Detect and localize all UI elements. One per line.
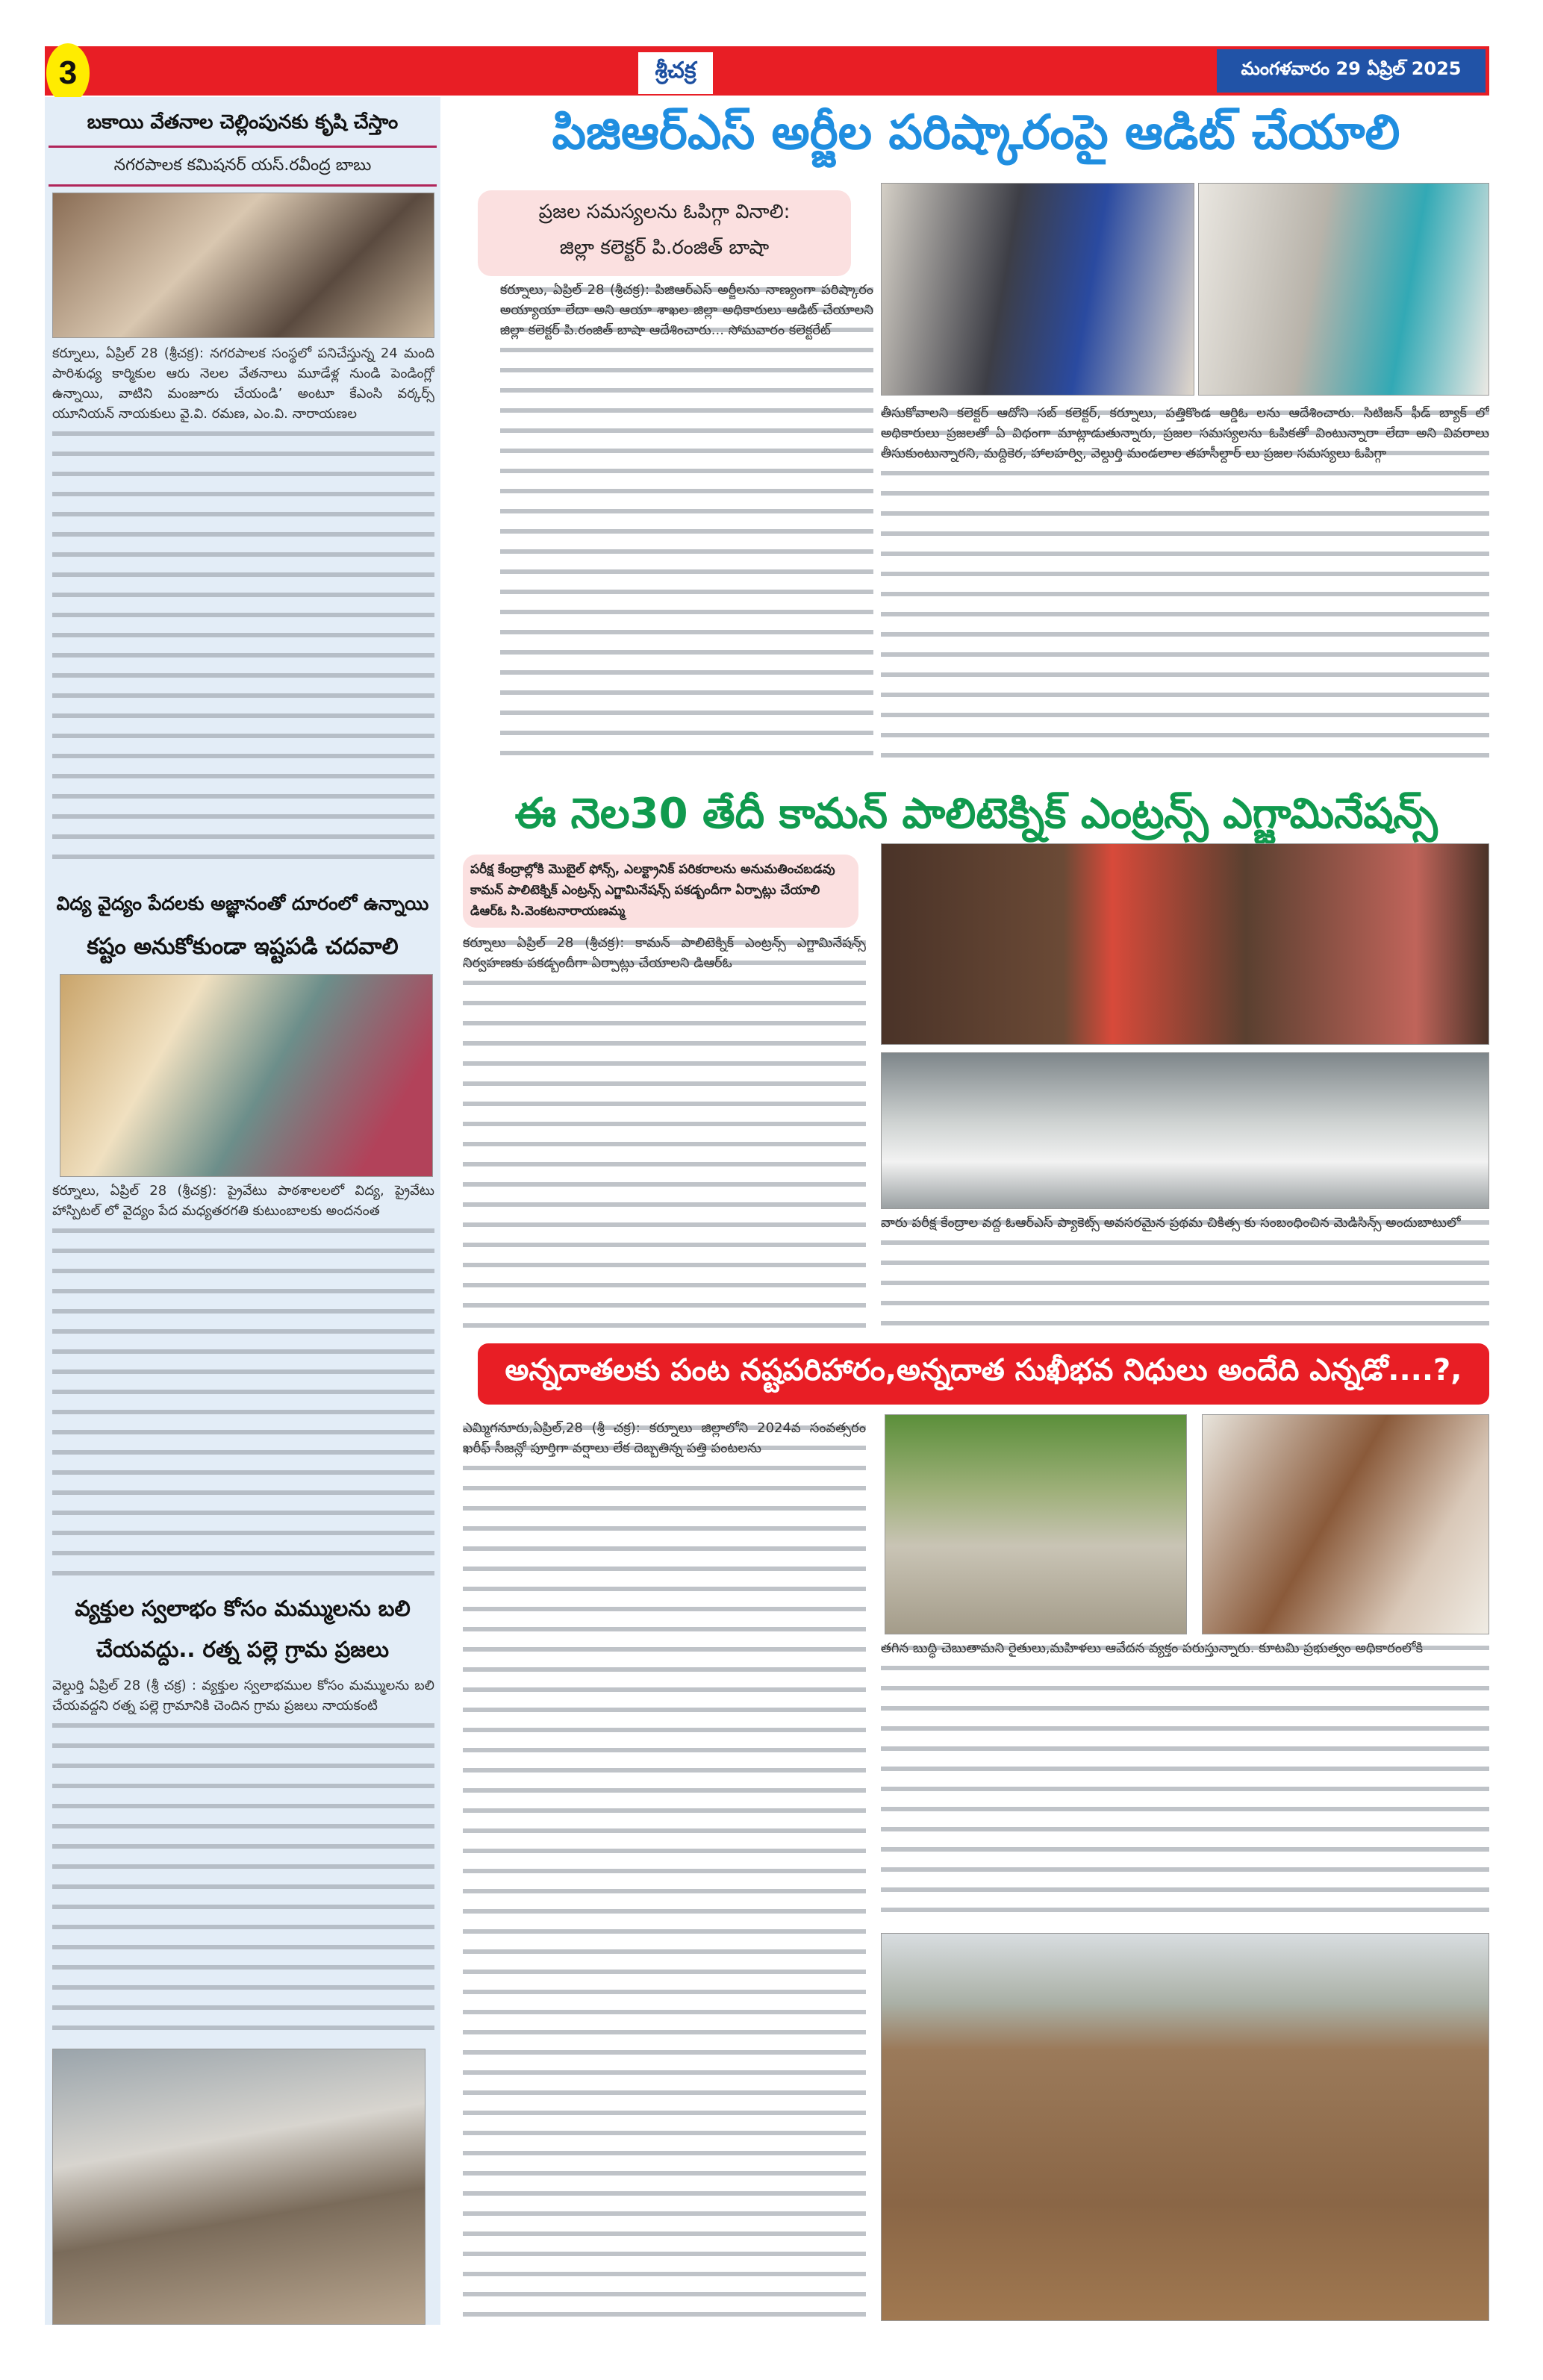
page-number: 3 [46, 43, 90, 103]
family-photo [60, 974, 433, 1177]
article-body: కర్నూలు ఏప్రిల్ 28 (శ్రీచక్ర): కామన్ పాలిటెక్నిక్ ఎంట్రన్స్ ఎగ్జామినేషన్స్ నిర్వహణకు పకడ్బందీగా ఏర్పాట్లు చేయాలని డిఆర్ఓ [463, 933, 866, 1328]
meeting-photo [52, 193, 434, 338]
newspaper-logo: శ్రీచక్ర [638, 52, 713, 94]
article-subhead: నగరపాలక కమిషనర్ యస్.రవీంద్ర బాబు [49, 149, 437, 187]
collector-photo [881, 183, 1194, 396]
distressed-farmer-photo [1202, 1414, 1489, 1634]
article-headline: వ్యక్తుల స్వలాభం కోసం మమ్ములను బలి చేయవద్దు.. రత్న పల్లె గ్రామ ప్రజలు [75, 1595, 411, 1662]
article-body: వెల్దుర్తి ఏప్రిల్ 28 (శ్రీ చక్ర) : వ్యక్తుల స్వలాభముల కోసం మమ్ములను బలి చేయవద్దని రత్న పల్లె గ్రామానికి చెందిన గ్రామ ప్రజలు నాయకంటి [52, 1675, 434, 2045]
officials-meeting-photo [881, 1052, 1489, 1209]
article-body: తీసుకోవాలని కలెక్టర్ ఆదోని సబ్ కలెక్టర్, కర్నూలు, పత్తికొండ ఆర్డిఓ లను ఆదేశించారు. సిటిజన్ ఫీడ్ బ్యాక్ లో అధికారులు ప్రజలతో ఏ విధంగా మాట్లాడుతున్నారు, ప్రజల సమస్యలను ఓపికతో వింటున్నారా లేదా అని వివరాలు తీసుకుంటున్నారని, మద్దికెర, హాలహర్వి, వెల్దుర్తి మండలాల తహసీల్దార్ లు ప్రజల సమస్యలు ఓపిగ్గా [881, 403, 1489, 769]
article-body: కర్నూలు, ఏప్రిల్ 28 (శ్రీచక్ర): నగరపాలక సంస్థలో పనిచేస్తున్న 24 మంది పారిశుధ్య కార్మికుల ఆరు నెలల వేతనాలు మూడేళ్ల నుండి పెండింగ్లో ఉన్నాయి, వాటిని మంజూరు చేయండి’ అంటూ కేఎంసి వర్కర్స్ యూనియన్ నాయకులు వై.వి. రమణ, ఎం.వి. నారాయణల [52, 343, 434, 873]
issue-date: మంగళవారం 29 ఏప్రిల్ 2025 [1217, 49, 1486, 93]
field-ploughing-photo [881, 1933, 1489, 2321]
article-headline: బకాయి వేతనాల చెల్లింపునకు కృషి చేస్తాం [49, 103, 437, 148]
article-headline: అన్నదాతలకు పంట నష్టపరిహారం,అన్నదాత సుఖీభవ నిధులు అందేది ఎన్నడో....?, [478, 1343, 1489, 1405]
article-body: కర్నూలు, ఏప్రిల్ 28 (శ్రీచక్ర): పిజిఆర్ఎస్ అర్జీలను నాణ్యంగా పరిష్కారం అయ్యాయా లేదా అని ఆయా శాఖల జిల్లా అధికారులు ఆడిట్ చేయాలని జిల్లా కలెక్టర్ పి.రంజిత్ బాషా ఆదేశించారు... సోమవారం కలెక్టరేట్ [500, 280, 873, 769]
grievance-hall-photo [1198, 183, 1489, 396]
article-body: వారు పరీక్ష కేంద్రాల వద్ద ఓఆర్ఎస్ ప్యాకెట్స్ అవసరమైన ప్రథమ చికిత్స కు సంబంధించిన మెడిసిన్స్ అందుబాటులో [881, 1213, 1489, 1328]
ploughing-bullocks-photo [885, 1414, 1187, 1634]
article-headline: ఈ నెల30 తేదీ కామన్ పాలిటెక్నిక్ ఎంట్రన్స్ ఎగ్జామినేషన్స్ [514, 790, 1438, 838]
dro-meeting-photo [881, 843, 1489, 1045]
summary-box: పరీక్ష కేంద్రాల్లోకి మొబైల్ ఫోన్స్, ఎలక్ట్రానిక్ పరికరాలను అనుమతించబడవు కామన్ పాలిటెక్నిక్ ఎంట్రన్స్ ఎగ్జామినేషన్స్ పకడ్బందీగా ఏర్పాట్లు చేయాలి డిఆర్ఓ సి.వెంకటనారాయణమ్మ [463, 855, 858, 928]
article-body: తగిన బుద్ధి చెబుతామని రైతులు,మహిళలు ఆవేదన వ్యక్తం పరుస్తున్నారు. కూటమి ప్రభుత్వం అధికారంలోకి [881, 1638, 1489, 1925]
subhead-box [478, 190, 851, 276]
article-headline: విద్య వైద్యం పేదలకు అజ్ఞానంతో దూరంలో ఉన్నాయి [56, 893, 429, 914]
article-headline: కష్టం అనుకోకుండా ఇష్టపడి చదవాలి [87, 934, 399, 960]
lead-headline: పిజిఆర్ఎస్ అర్జీల పరిష్కారంపై ఆడిట్ చేయాలి [552, 104, 1400, 160]
village-street-photo [52, 2049, 426, 2325]
subhead-line: ప్రజల సమస్యలను ఓపిగ్గా వినాలి: [538, 201, 791, 223]
subhead-line: జిల్లా కలెక్టర్ పి.రంజిత్ బాషా [559, 237, 770, 259]
article-body: కర్నూలు, ఏప్రిల్ 28 (శ్రీచక్ర): ప్రైవేటు పాఠశాలలలో విద్య, ప్రైవేటు హాస్పిటల్ లో వైద్యం పేద మధ్యతరగతి కుటుంబాలకు అందనంత [52, 1181, 434, 1576]
article-body: ఎమ్మిగనూరు,ఏప్రిల్,28 (శ్రీ చక్ర): కర్నూలు జిల్లాలోని 2024వ సంవత్సరం ఖరీఫ్ సీజన్లో పూర్తిగా వర్షాలు లేక దెబ్బతిన్న పత్తి పంటలను [463, 1418, 866, 2321]
